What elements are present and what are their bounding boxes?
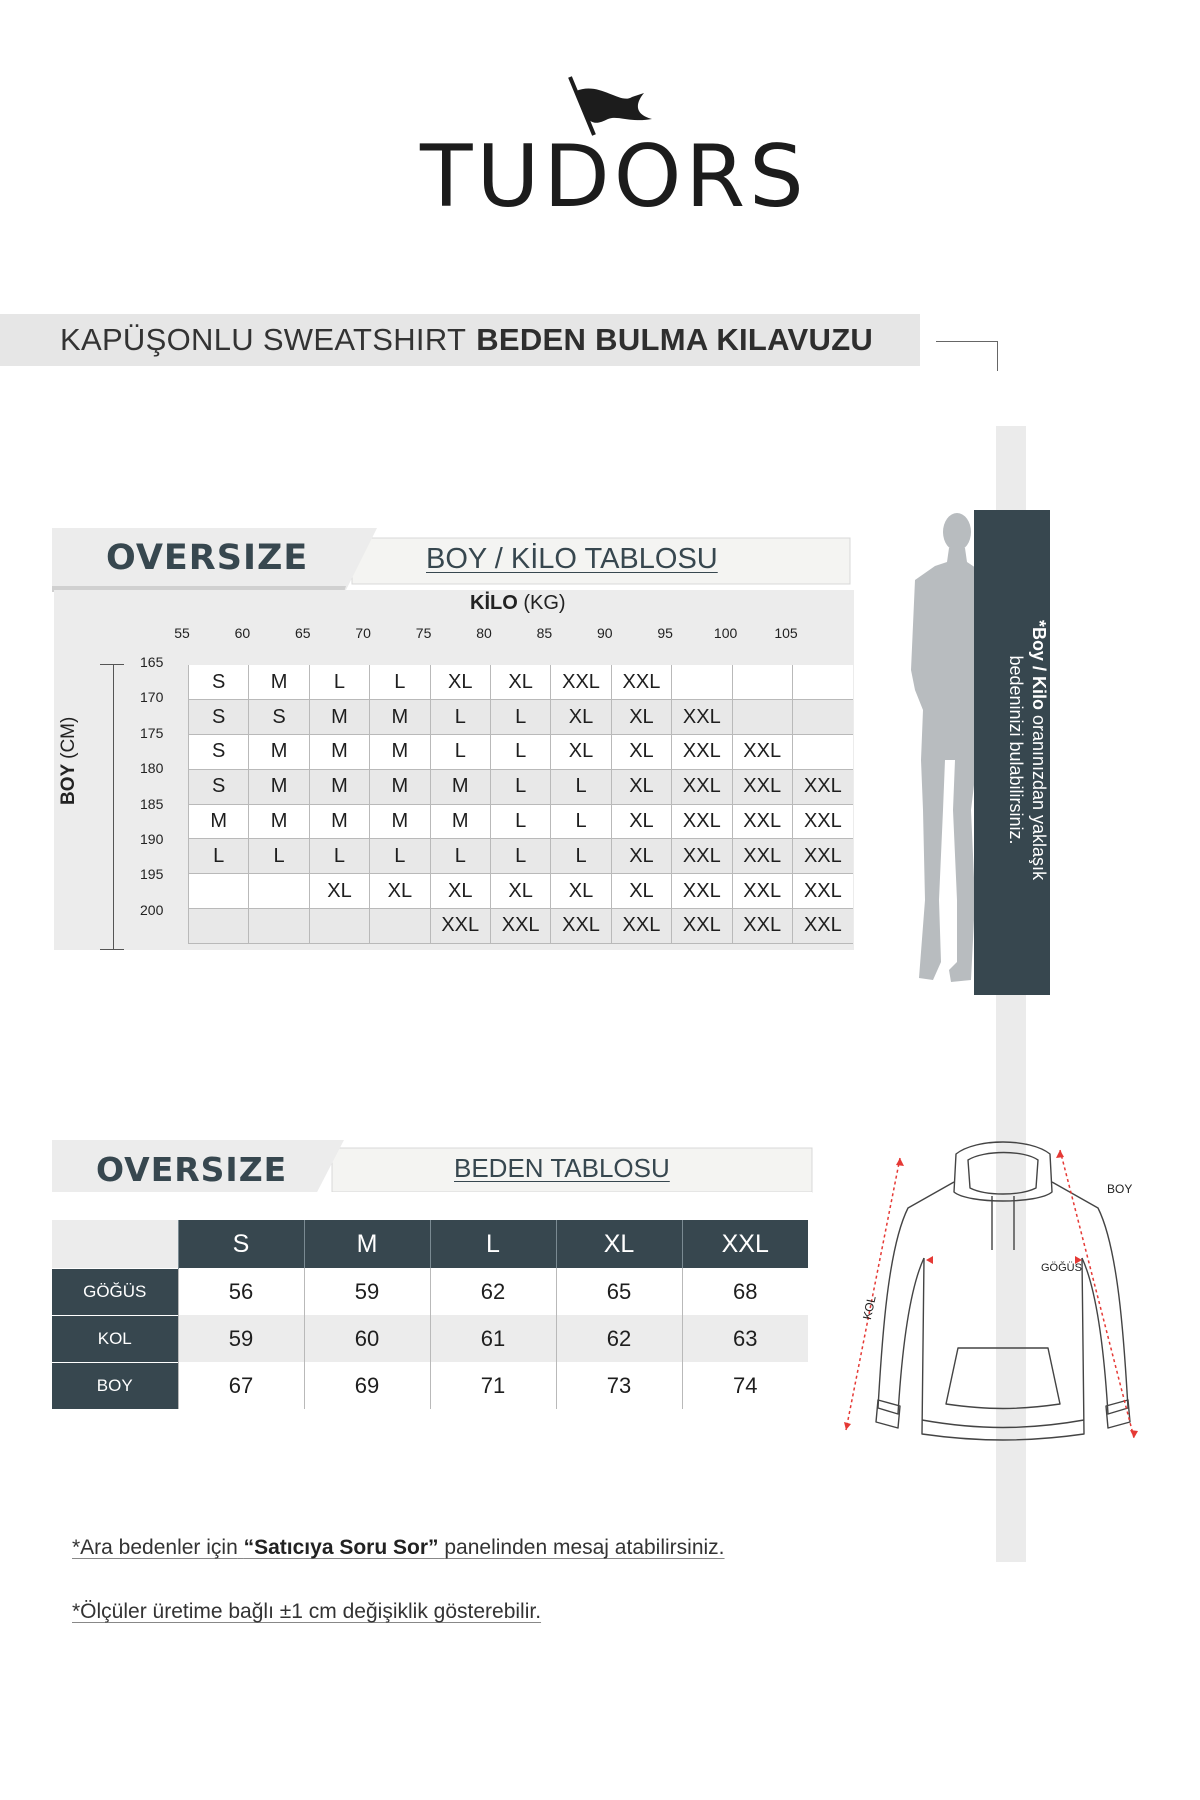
page-title bbox=[0, 314, 920, 366]
size-cell: XXL bbox=[732, 874, 792, 909]
measure-cell: 71 bbox=[430, 1362, 556, 1409]
footnote1-post: panelinden mesaj atabilirsiniz. bbox=[444, 1536, 725, 1559]
boy-tick: 175 bbox=[140, 724, 164, 741]
kilo-tick: 80 bbox=[476, 625, 492, 641]
title-bold: BEDEN BULMA KILAVUZU bbox=[476, 322, 874, 357]
table-row bbox=[189, 700, 853, 735]
kilo-tick: 70 bbox=[355, 625, 371, 641]
size-cell: XXL bbox=[792, 769, 852, 804]
size-cell bbox=[189, 874, 249, 909]
boy-tick: 190 bbox=[140, 831, 164, 847]
measure-cell: 56 bbox=[178, 1268, 304, 1315]
boy-label-unit: (CM) bbox=[58, 716, 79, 759]
size-cell: M bbox=[249, 665, 309, 700]
boy-kilo-tab-title: BOY / KİLO TABLOSU bbox=[426, 543, 718, 575]
kilo-tick: 105 bbox=[774, 625, 798, 641]
size-cell: XXL bbox=[551, 909, 611, 944]
size-cell: XXL bbox=[611, 665, 671, 700]
measure-cell: 67 bbox=[178, 1362, 304, 1409]
measure-cell: 63 bbox=[682, 1315, 808, 1362]
size-header: S bbox=[178, 1220, 304, 1268]
size-cell: XL bbox=[490, 874, 550, 909]
size-cell: XL bbox=[490, 665, 550, 700]
size-cell bbox=[309, 909, 369, 944]
size-cell: M bbox=[370, 804, 430, 839]
size-cell: XXL bbox=[672, 839, 732, 874]
size-cell: XXL bbox=[792, 874, 852, 909]
size-cell bbox=[672, 665, 732, 700]
human-silhouette-icon bbox=[905, 510, 985, 990]
size-cell: XXL bbox=[672, 735, 732, 770]
table-row bbox=[189, 804, 853, 839]
beden-tab-label: OVERSIZE bbox=[96, 1150, 288, 1189]
size-cell: XL bbox=[611, 839, 671, 874]
size-cell: XXL bbox=[490, 909, 550, 944]
size-cell: L bbox=[490, 804, 550, 839]
table-header-row bbox=[52, 1220, 808, 1268]
kilo-tick: 95 bbox=[657, 625, 673, 641]
size-cell: L bbox=[490, 700, 550, 735]
kilo-tick: 60 bbox=[234, 625, 251, 641]
size-cell: M bbox=[430, 769, 490, 804]
kilo-axis-label bbox=[470, 592, 566, 615]
boy-axis-cap-bottom bbox=[100, 949, 124, 950]
size-cell: XXL bbox=[732, 804, 792, 839]
table-row bbox=[189, 665, 853, 700]
boy-label-bold: BOY bbox=[58, 764, 79, 805]
size-cell: XXL bbox=[672, 874, 732, 909]
size-cell: L bbox=[490, 769, 550, 804]
size-cell: M bbox=[430, 804, 490, 839]
size-cell: XXL bbox=[672, 769, 732, 804]
measure-cell: 65 bbox=[556, 1268, 682, 1315]
size-cell bbox=[732, 700, 792, 735]
size-cell: S bbox=[189, 665, 249, 700]
kilo-tick: 85 bbox=[536, 625, 553, 641]
header-blank-cell bbox=[52, 1220, 178, 1268]
size-cell bbox=[792, 735, 852, 770]
boy-kilo-tab-label: OVERSIZE bbox=[106, 538, 309, 578]
size-header: XXL bbox=[682, 1220, 808, 1268]
size-cell: XL bbox=[430, 874, 490, 909]
boy-tick: 185 bbox=[140, 795, 164, 812]
kilo-tick: 55 bbox=[174, 625, 190, 641]
size-cell bbox=[249, 874, 309, 909]
boy-axis-cap-top bbox=[100, 664, 124, 665]
size-cell: M bbox=[189, 804, 249, 839]
size-cell: XXL bbox=[792, 909, 852, 944]
kilo-label-unit: (KG) bbox=[523, 592, 566, 614]
measure-cell: 73 bbox=[556, 1362, 682, 1409]
title-light: KAPÜŞONLU SWEATSHIRT bbox=[60, 322, 467, 357]
measure-cell: 59 bbox=[304, 1268, 430, 1315]
size-cell: L bbox=[309, 665, 369, 700]
size-cell: L bbox=[551, 839, 611, 874]
size-cell: L bbox=[490, 735, 550, 770]
size-cell: XXL bbox=[732, 769, 792, 804]
size-header: XL bbox=[556, 1220, 682, 1268]
size-cell: XXL bbox=[611, 909, 671, 944]
size-cell: XL bbox=[370, 874, 430, 909]
table-row bbox=[189, 839, 853, 874]
boy-kilo-header bbox=[52, 528, 852, 594]
table-row bbox=[189, 909, 853, 944]
kilo-tick: 75 bbox=[415, 625, 432, 641]
footnote-ara-beden bbox=[72, 1536, 725, 1560]
size-cell: XL bbox=[430, 665, 490, 700]
size-cell bbox=[370, 909, 430, 944]
size-cell: S bbox=[249, 700, 309, 735]
size-cell: L bbox=[551, 804, 611, 839]
side-note-text bbox=[1004, 615, 1050, 885]
size-cell: XXL bbox=[430, 909, 490, 944]
size-cell: M bbox=[370, 735, 430, 770]
size-cell bbox=[732, 665, 792, 700]
size-cell: S bbox=[189, 735, 249, 770]
measure-cell: 68 bbox=[682, 1268, 808, 1315]
kilo-tick: 100 bbox=[713, 625, 738, 641]
size-cell: XL bbox=[611, 700, 671, 735]
size-cell: M bbox=[309, 769, 369, 804]
size-cell: L bbox=[249, 839, 309, 874]
size-cell: XL bbox=[611, 735, 671, 770]
side-note-bold: *Boy / Kilo bbox=[1029, 619, 1049, 710]
boy-axis-line bbox=[113, 664, 114, 949]
size-cell bbox=[249, 909, 309, 944]
measure-cell: 59 bbox=[178, 1315, 304, 1362]
size-cell: L bbox=[309, 839, 369, 874]
size-cell: M bbox=[309, 735, 369, 770]
size-cell: L bbox=[490, 839, 550, 874]
measure-cell: 61 bbox=[430, 1315, 556, 1362]
table-row bbox=[189, 735, 853, 770]
boy-tick: 180 bbox=[140, 760, 164, 777]
size-header: M bbox=[304, 1220, 430, 1268]
row-header: BOY bbox=[52, 1362, 178, 1409]
size-cell: L bbox=[430, 735, 490, 770]
footnote-olculer: *Ölçüler üretime bağlı ±1 cm değişiklik gösterebilir. bbox=[72, 1600, 542, 1623]
size-cell: M bbox=[249, 804, 309, 839]
measure-cell: 74 bbox=[682, 1362, 808, 1409]
size-cell: L bbox=[430, 700, 490, 735]
table-row bbox=[189, 769, 853, 804]
size-header: L bbox=[430, 1220, 556, 1268]
size-cell: XL bbox=[611, 874, 671, 909]
size-cell: L bbox=[430, 839, 490, 874]
footnote1-pre: *Ara bedenler için bbox=[72, 1536, 238, 1559]
size-cell: XL bbox=[309, 874, 369, 909]
measure-cell: 62 bbox=[430, 1268, 556, 1315]
measure-cell: 69 bbox=[304, 1362, 430, 1409]
size-cell: XXL bbox=[792, 839, 852, 874]
kilo-tick: 90 bbox=[597, 625, 613, 641]
size-cell bbox=[792, 700, 852, 735]
size-cell: XXL bbox=[732, 909, 792, 944]
beden-table bbox=[52, 1220, 808, 1409]
side-note-line2: bedeninizi bulabilirsiniz. bbox=[1006, 655, 1026, 845]
size-cell: XL bbox=[611, 769, 671, 804]
kilo-tick: 65 bbox=[295, 625, 311, 641]
size-cell bbox=[189, 909, 249, 944]
size-cell: L bbox=[189, 839, 249, 874]
table-row bbox=[52, 1362, 808, 1409]
size-cell: L bbox=[551, 769, 611, 804]
hoodie-label-boy: BOY bbox=[1107, 1182, 1133, 1196]
kilo-label-bold: KİLO bbox=[470, 592, 518, 614]
title-corner-decoration bbox=[936, 341, 998, 371]
measure-cell: 60 bbox=[304, 1315, 430, 1362]
boy-tick: 195 bbox=[140, 866, 164, 883]
boy-axis-label bbox=[58, 717, 80, 805]
brand-logo bbox=[420, 75, 808, 227]
side-note-line1: oranınızdan yaklaşık bbox=[1029, 714, 1049, 881]
size-cell: XXL bbox=[672, 909, 732, 944]
size-cell: XL bbox=[551, 735, 611, 770]
row-header: GÖĞÜS bbox=[52, 1268, 178, 1315]
table-row bbox=[52, 1268, 808, 1315]
size-cell: M bbox=[309, 700, 369, 735]
boy-kilo-table bbox=[188, 665, 853, 944]
size-cell: M bbox=[249, 735, 309, 770]
size-cell: M bbox=[309, 804, 369, 839]
size-cell: XL bbox=[551, 700, 611, 735]
size-cell: M bbox=[370, 700, 430, 735]
boy-tick: 165 bbox=[140, 654, 164, 670]
boy-tick: 200 bbox=[140, 901, 164, 918]
size-cell: XXL bbox=[551, 665, 611, 700]
brand-name: TUDORS bbox=[420, 127, 808, 227]
table-row bbox=[189, 874, 853, 909]
size-cell: XXL bbox=[672, 804, 732, 839]
hoodie-label-gogus: GÖĞÜS bbox=[1041, 1262, 1082, 1274]
size-cell: M bbox=[249, 769, 309, 804]
size-cell: M bbox=[370, 769, 430, 804]
size-cell: L bbox=[370, 665, 430, 700]
hoodie-label-kol: KOL bbox=[860, 1294, 879, 1321]
size-cell: XL bbox=[551, 874, 611, 909]
size-cell: S bbox=[189, 769, 249, 804]
table-row bbox=[52, 1315, 808, 1362]
size-cell: XXL bbox=[792, 804, 852, 839]
size-cell: XL bbox=[611, 804, 671, 839]
size-cell: L bbox=[370, 839, 430, 874]
measure-cell: 62 bbox=[556, 1315, 682, 1362]
size-cell bbox=[792, 665, 852, 700]
beden-tab-title: BEDEN TABLOSU bbox=[454, 1153, 670, 1183]
size-cell: S bbox=[189, 700, 249, 735]
size-cell: XXL bbox=[732, 735, 792, 770]
footnote1-bold: “Satıcıya Soru Sor” bbox=[243, 1536, 439, 1559]
boy-tick: 170 bbox=[140, 689, 164, 706]
size-cell: XXL bbox=[672, 700, 732, 735]
row-header: KOL bbox=[52, 1315, 178, 1362]
size-cell: XXL bbox=[732, 839, 792, 874]
